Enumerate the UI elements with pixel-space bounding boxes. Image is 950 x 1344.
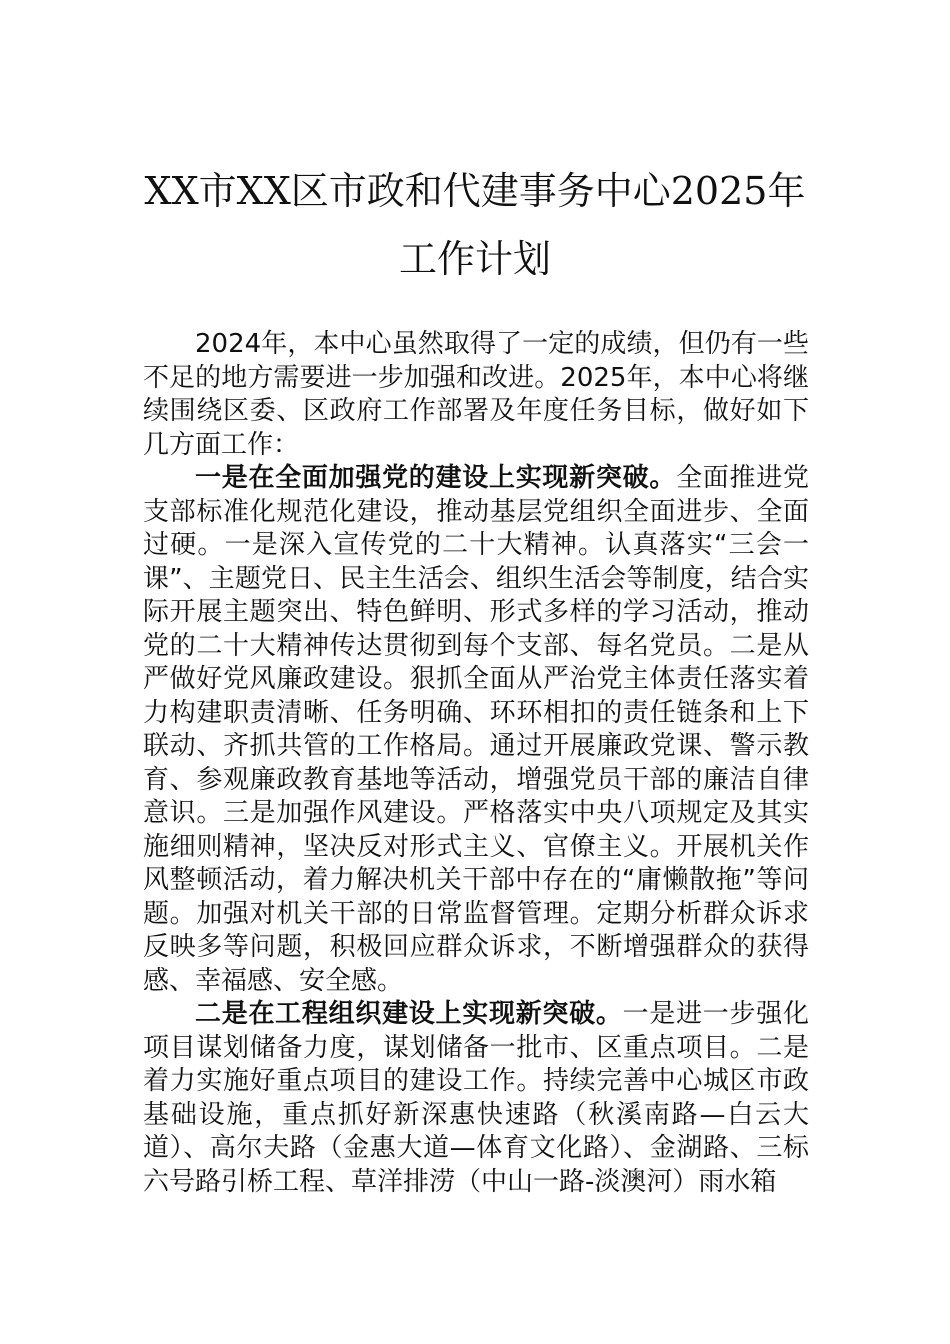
paragraph-party-building — [143, 462, 809, 998]
paragraph-text: 2024年，本中心虽然取得了一定的成绩，但仍有一些不足的地方需要进一步加强和改进。2025年，本中心将继续围绕区委、区政府工作部署及年度任务目标，做好如下几方面工作： — [143, 329, 809, 460]
paragraph-lead-heading: 一是在全面加强党的建设上实现新突破。 — [195, 463, 677, 493]
document-title-line-1: XX市XX区市政和代建事务中心2025年 — [144, 169, 806, 213]
paragraph-text: 全面推进党支部标准化规范化建设，推动基层党组织全面进步、全面过硬。一是深入宣传党的二十大精神。认真落实“三会一课”、主题党日、民主生活会、组织生活会等制度，结合实际开展主题突出、特色鲜明、形式多样的学习活动，推动党的二十大精神传达贯彻到每个支部、每名党员。二是从严做好党风廉政建设。狠抓全面从严治党主体责任落实着力构建职责清晰、任务明确、环环相扣的责任链条和上下联动、齐抓共管的工作格局。通过开展廉政党课、警示教育、参观廉政教育基地等活动，增强党员干部的廉洁自律意识。三是加强作风建设。严格落实中央八项规定及其实施细则精神，坚决反对形式主义、官僚主义。开展机关作风整顿活动，着力解决机关干部中存在的“庸懒散拖”等问题。加强对机关干部的日常监督管理。定期分析群众诉求反映多等问题，积极回应群众诉求，不断增强群众的获得感、幸福感、安全感。 — [143, 463, 809, 996]
document-title-line-2: 工作计划 — [398, 237, 551, 281]
paragraph-text: 一是进一步强化项目谋划储备力度，谋划储备一批市、区重点项目。二是着力实施好重点项目的建设工作。持续完善中心城区市政基础设施，重点抓好新深惠快速路（秋溪南路—白云大道）、高尔夫路（金惠大道—体育文化路）、金湖路、三标六号路引桥工程、草洋排涝（中山一路-淡澳河）雨水箱 — [143, 999, 809, 1197]
paragraph-intro — [143, 328, 809, 462]
paragraph-lead-heading: 二是在工程组织建设上实现新突破。 — [195, 999, 623, 1029]
paragraph-engineering — [143, 998, 809, 1199]
document-body — [143, 328, 809, 1199]
